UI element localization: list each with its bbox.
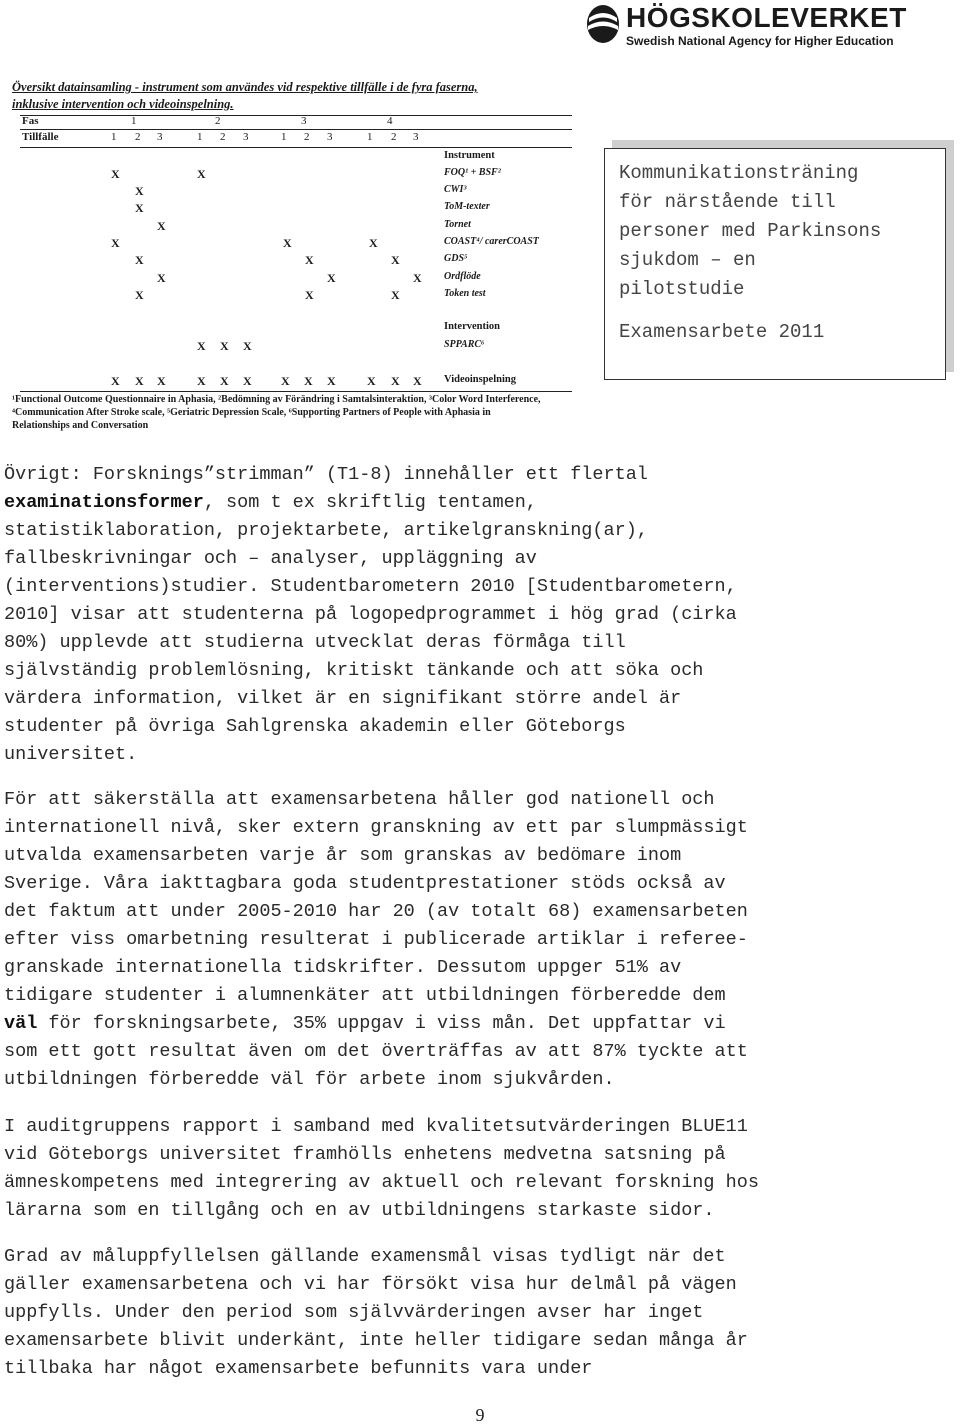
text-line: som ett gott resultat även om det överträffas av att 87% tyckte att xyxy=(4,1041,748,1062)
text-line: 80%) upplevde att studierna utvecklat deras förmåga till xyxy=(4,632,626,653)
paragraph-goal-fulfilment xyxy=(4,1243,954,1383)
paragraph-external-review xyxy=(4,786,954,1094)
text-line: det faktum att under 2005-2010 har 20 (av totalt 68) examensarbeten xyxy=(4,901,748,922)
intervention-header: Intervention xyxy=(444,321,500,332)
text-line: självständig problemlösning, kritiskt tänkande och att söka och xyxy=(4,660,704,681)
intervention-label: SPPARC⁶ xyxy=(444,339,485,350)
x-mark: X xyxy=(391,253,400,267)
x-mark: X xyxy=(197,167,206,181)
x-mark: X xyxy=(135,201,144,215)
instrument-label: Tornet xyxy=(444,219,471,230)
x-mark: X xyxy=(391,374,400,388)
occasion-label: Tillfälle xyxy=(22,131,59,143)
occasion-number: 2 xyxy=(391,131,397,143)
x-mark: X xyxy=(111,374,120,388)
bold-term: väl xyxy=(4,1013,38,1034)
occasion-number: 2 xyxy=(135,131,141,143)
instrument-label: Token test xyxy=(444,288,486,299)
x-mark: X xyxy=(220,339,229,353)
instrument-label: COAST⁴/ carerCOAST xyxy=(444,236,539,247)
text-line: granskade internationella tidskrifter. Dessutom uppger 51% av xyxy=(4,957,682,978)
occasion-number: 3 xyxy=(413,131,419,143)
text-line: tillbaka har något examensarbete befunnits vara under xyxy=(4,1358,593,1379)
phase-number: 1 xyxy=(131,115,137,127)
figure-footnote: ⁴Communication After Stroke scale, ⁵Geriatric Depression Scale, ⁶Supporting Partners of People with Aphasia in xyxy=(12,407,491,418)
x-mark: X xyxy=(135,374,144,388)
text-line: vid Göteborgs universitet framhölls enhetens medvetna satsning på xyxy=(4,1144,726,1165)
x-mark: X xyxy=(283,236,292,250)
instrument-header: Instrument xyxy=(444,150,495,161)
x-mark: X xyxy=(157,374,166,388)
logo-subtitle: Swedish National Agency for Higher Education xyxy=(626,34,894,48)
text-line: uppfylls. Under den period som självvärderingen avser har inget xyxy=(4,1302,704,1323)
x-mark: X xyxy=(243,339,252,353)
x-mark: X xyxy=(391,288,400,302)
text-line: examinationsformer, som t ex skriftlig tentamen, xyxy=(4,492,537,513)
x-mark: X xyxy=(413,374,422,388)
text-line: efter viss omarbetning resulterat i publicerade artiklar i referee- xyxy=(4,929,748,950)
text-line: utbildningen förberedde väl för arbete inom sjukvården. xyxy=(4,1069,615,1090)
x-mark: X xyxy=(369,236,378,250)
thesis-subtitle: Examensarbete 2011 xyxy=(619,321,825,343)
text-line: gäller examensarbetena och vi har försökt visa hur delmål på vägen xyxy=(4,1274,737,1295)
occasion-number: 2 xyxy=(220,131,226,143)
figure-rule xyxy=(20,147,572,148)
text-line: examensarbete blivit underkänt, inte heller tidigare sedan många år xyxy=(4,1330,748,1351)
occasion-number: 1 xyxy=(111,131,117,143)
x-mark: X xyxy=(157,271,166,285)
text-line: 2010] visar att studenterna på logopedprogrammet i hög grad (cirka xyxy=(4,604,737,625)
x-mark: X xyxy=(197,339,206,353)
x-mark: X xyxy=(327,271,336,285)
text-line: fallbeskrivningar och – analyser, uppläggning av xyxy=(4,548,537,569)
phase-number: 4 xyxy=(387,115,393,127)
text-line: universitet. xyxy=(4,744,138,765)
x-mark: X xyxy=(220,374,229,388)
phase-number: 2 xyxy=(215,115,221,127)
occasion-number: 1 xyxy=(281,131,287,143)
text-line: statistiklaboration, projektarbete, artikelgranskning(ar), xyxy=(4,520,648,541)
logo-name: HÖGSKOLEVERKET xyxy=(626,2,907,33)
instrument-label: CWI³ xyxy=(444,184,467,195)
figure-footnote: Relationships and Conversation xyxy=(12,420,149,431)
instrument-label: ToM-texter xyxy=(444,201,490,212)
paragraph-audit-group xyxy=(4,1113,954,1225)
x-mark: X xyxy=(304,374,313,388)
x-mark: X xyxy=(305,253,314,267)
instrument-label: FOQ¹ + BSF² xyxy=(444,167,501,178)
text-line: studenter på övriga Sahlgrenska akademin eller Göteborgs xyxy=(4,716,626,737)
video-header: Videoinspelning xyxy=(444,374,516,385)
x-mark: X xyxy=(367,374,376,388)
text-line: tidigare studenter i alumnenkäter att utbildningen förberedde dem xyxy=(4,985,726,1006)
occasion-number: 3 xyxy=(243,131,249,143)
x-mark: X xyxy=(111,236,120,250)
text-line: internationell nivå, sker extern granskning av ett par slumpmässigt xyxy=(4,817,748,838)
instrument-label: Ordflöde xyxy=(444,271,481,282)
figure-title: Översikt datainsamling - instrument som användes vid respektive tillfälle i de fyra faserna, inklusive intervention och videoinspelning. xyxy=(12,80,478,111)
x-mark: X xyxy=(135,184,144,198)
text-line: utvalda examensarbeten varje år som granskas av bedömare inom xyxy=(4,845,682,866)
x-mark: X xyxy=(327,374,336,388)
instrument-label: GDS⁵ xyxy=(444,253,468,264)
page-number: 9 xyxy=(475,1405,485,1425)
occasion-number: 3 xyxy=(327,131,333,143)
figure-rule xyxy=(20,115,572,116)
paragraph-research-strand xyxy=(4,461,954,769)
phase-number: 3 xyxy=(301,115,307,127)
occasion-number: 2 xyxy=(304,131,310,143)
phase-label: Fas xyxy=(22,115,39,127)
figure-footnote: ¹Functional Outcome Questionnaire in Aphasia, ²Bedömning av Förändring i Samtalsinteraktion, ³Color Word Interference, xyxy=(12,394,541,405)
thesis-title-card xyxy=(604,148,946,380)
bold-term: examinationsformer xyxy=(4,492,204,513)
thesis-title: Kommunikationsträning för närstående till personer med Parkinsons sjukdom – en pilotstudie xyxy=(619,162,882,300)
text-line: lärarna som en tillgång och en av utbildningens starkaste sidor. xyxy=(4,1200,715,1221)
x-mark: X xyxy=(197,374,206,388)
x-mark: X xyxy=(157,219,166,233)
figure-rule xyxy=(20,391,572,392)
figure-rule xyxy=(20,129,572,130)
text-line: För att säkerställa att examensarbetena håller god nationell och xyxy=(4,789,715,810)
x-mark: X xyxy=(413,271,422,285)
logo-mark-icon xyxy=(586,4,620,44)
text-line: värdera information, vilket är en signifikant större andel är xyxy=(4,688,682,709)
text-line: Sverige. Våra iakttagbara goda studentprestationer stöds också av xyxy=(4,873,726,894)
text-line: I auditgruppens rapport i samband med kvalitetsutvärderingen BLUE11 xyxy=(4,1116,748,1137)
x-mark: X xyxy=(281,374,290,388)
x-mark: X xyxy=(135,288,144,302)
text-line: Övrigt: Forsknings”strimman” (T1-8) innehåller ett flertal xyxy=(4,464,648,485)
text-line: Grad av måluppfyllelsen gällande examensmål visas tydligt när det xyxy=(4,1246,726,1267)
text-line: väl för forskningsarbete, 35% uppgav i viss mån. Det uppfattar vi xyxy=(4,1013,726,1034)
text-line: (interventions)studier. Studentbarometern 2010 [Studentbarometern, xyxy=(4,576,737,597)
x-mark: X xyxy=(111,167,120,181)
x-mark: X xyxy=(305,288,314,302)
hogskoleverket-logo xyxy=(586,2,907,54)
text-line: ämneskompetens med integrering av aktuell och relevant forskning hos xyxy=(4,1172,759,1193)
x-mark: X xyxy=(243,374,252,388)
data-collection-figure xyxy=(8,75,598,435)
occasion-number: 1 xyxy=(197,131,203,143)
occasion-number: 1 xyxy=(367,131,373,143)
x-mark: X xyxy=(135,253,144,267)
occasion-number: 3 xyxy=(157,131,163,143)
